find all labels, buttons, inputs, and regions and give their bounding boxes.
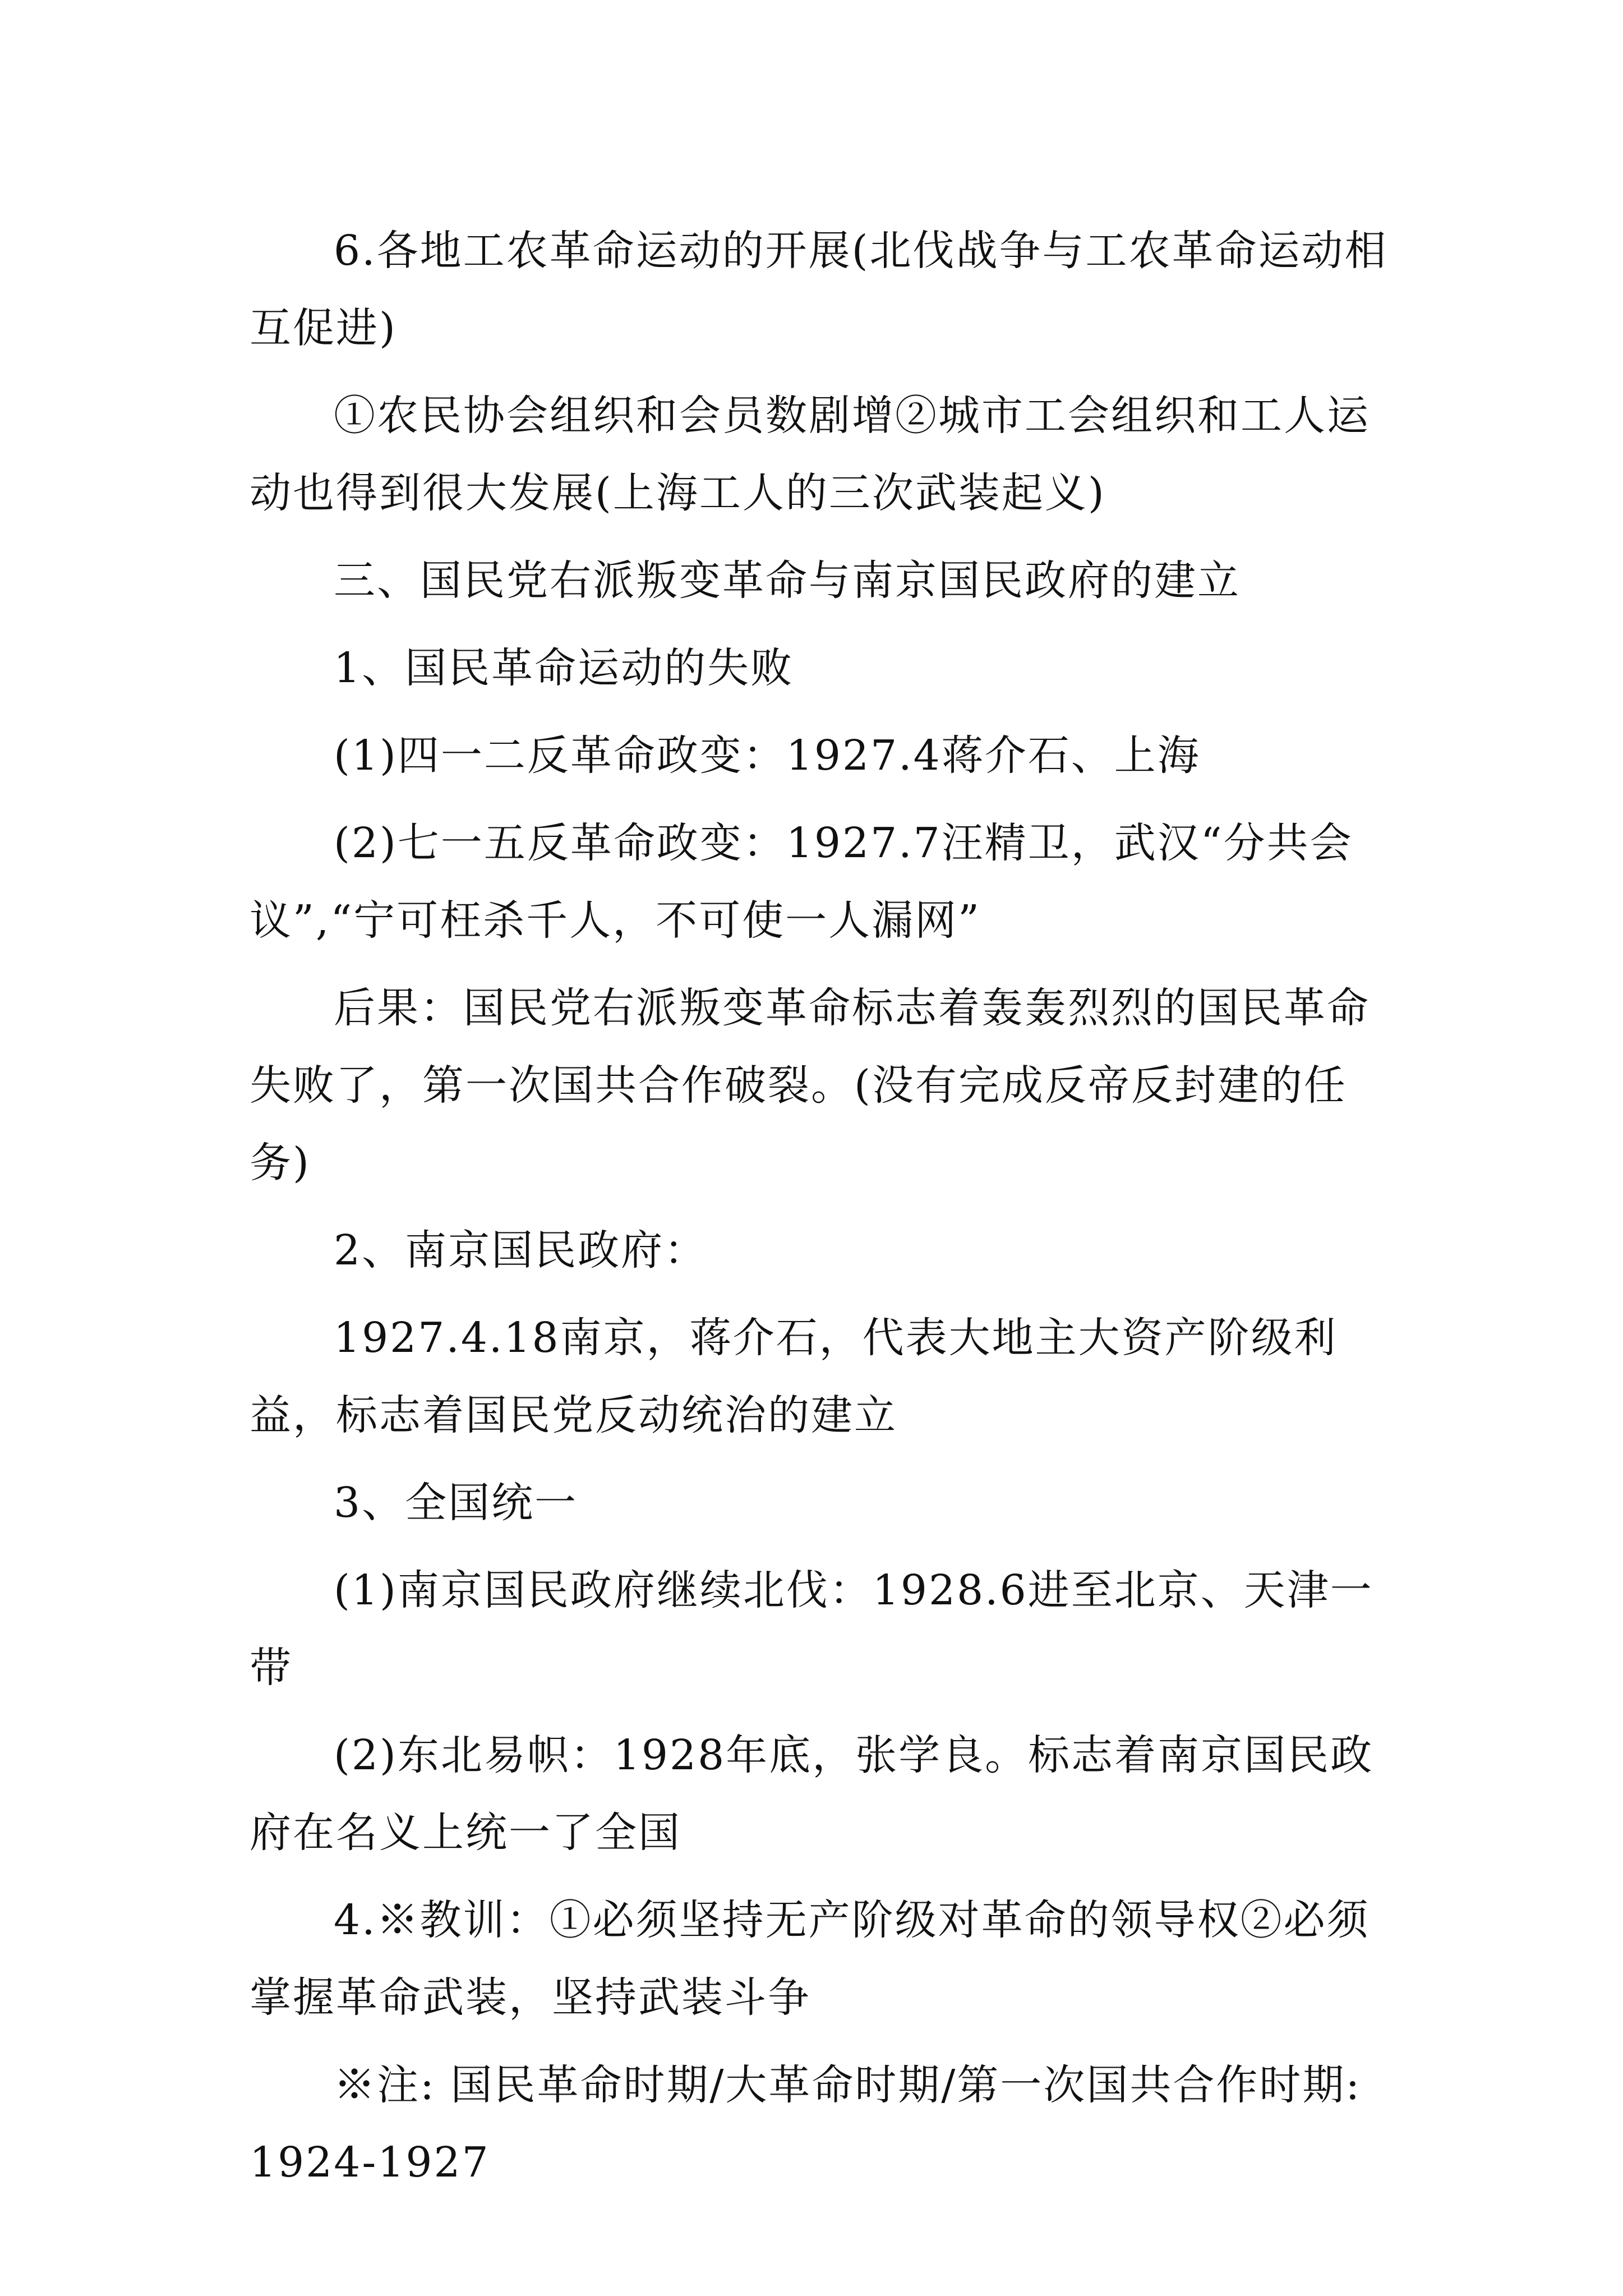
- subheading-nanjing-government: 2、南京国民政府：: [334, 1226, 708, 1274]
- document-body: [250, 212, 1388, 2211]
- paragraph-lessons: 4.※教训：①必须坚持无产阶级对革命的领导权②必须掌握革命武装，坚持武装斗争: [250, 1896, 1370, 2022]
- list-item-northern-expedition: (1)南京国民政府继续北伐：1928.6进至北京、天津一带: [250, 1566, 1373, 1692]
- paragraph-note-periods: ※注: 国民革命时期/大革命时期/第一次国共合作时期: 1924-1927: [250, 2061, 1362, 2187]
- subheading-national-unification: 3、全国统一: [334, 1479, 578, 1527]
- list-item-northeast-flag-change: (2)东北易帜：1928年底，张学良。标志着南京国民政府在名义上统一了全国: [250, 1731, 1374, 1857]
- paragraph-workers-peasants-movement: 6.各地工农革命运动的开展(北伐战争与工农革命运动相互促进): [250, 227, 1388, 352]
- subheading-revolution-failure: 1、国民革命运动的失败: [334, 644, 794, 692]
- list-item-april-12-coup: (1)四一二反革命政变：1927.4蒋介石、上海: [334, 731, 1201, 780]
- paragraph-associations-unions: ①农民协会组织和会员数剧增②城市工会组织和工人运动也得到很大发展(上海工人的三次武装起义): [250, 392, 1370, 517]
- section-heading-betrayal-nanjing: 三、国民党右派叛变革命与南京国民政府的建立: [334, 556, 1241, 605]
- list-item-july-15-coup: (2)七一五反革命政变：1927.7汪精卫，武汉“分共会议”,“宁可枉杀千人，不可使一人漏网”: [250, 819, 1353, 945]
- paragraph-nanjing-establishment: 1927.4.18南京，蒋介石，代表大地主大资产阶级利益，标志着国民党反动统治的建立: [250, 1314, 1338, 1439]
- paragraph-consequences: 后果：国民党右派叛变革命标志着轰轰烈烈的国民革命失败了，第一次国共合作破裂。(没有完成反帝反封建的任务): [250, 984, 1370, 1187]
